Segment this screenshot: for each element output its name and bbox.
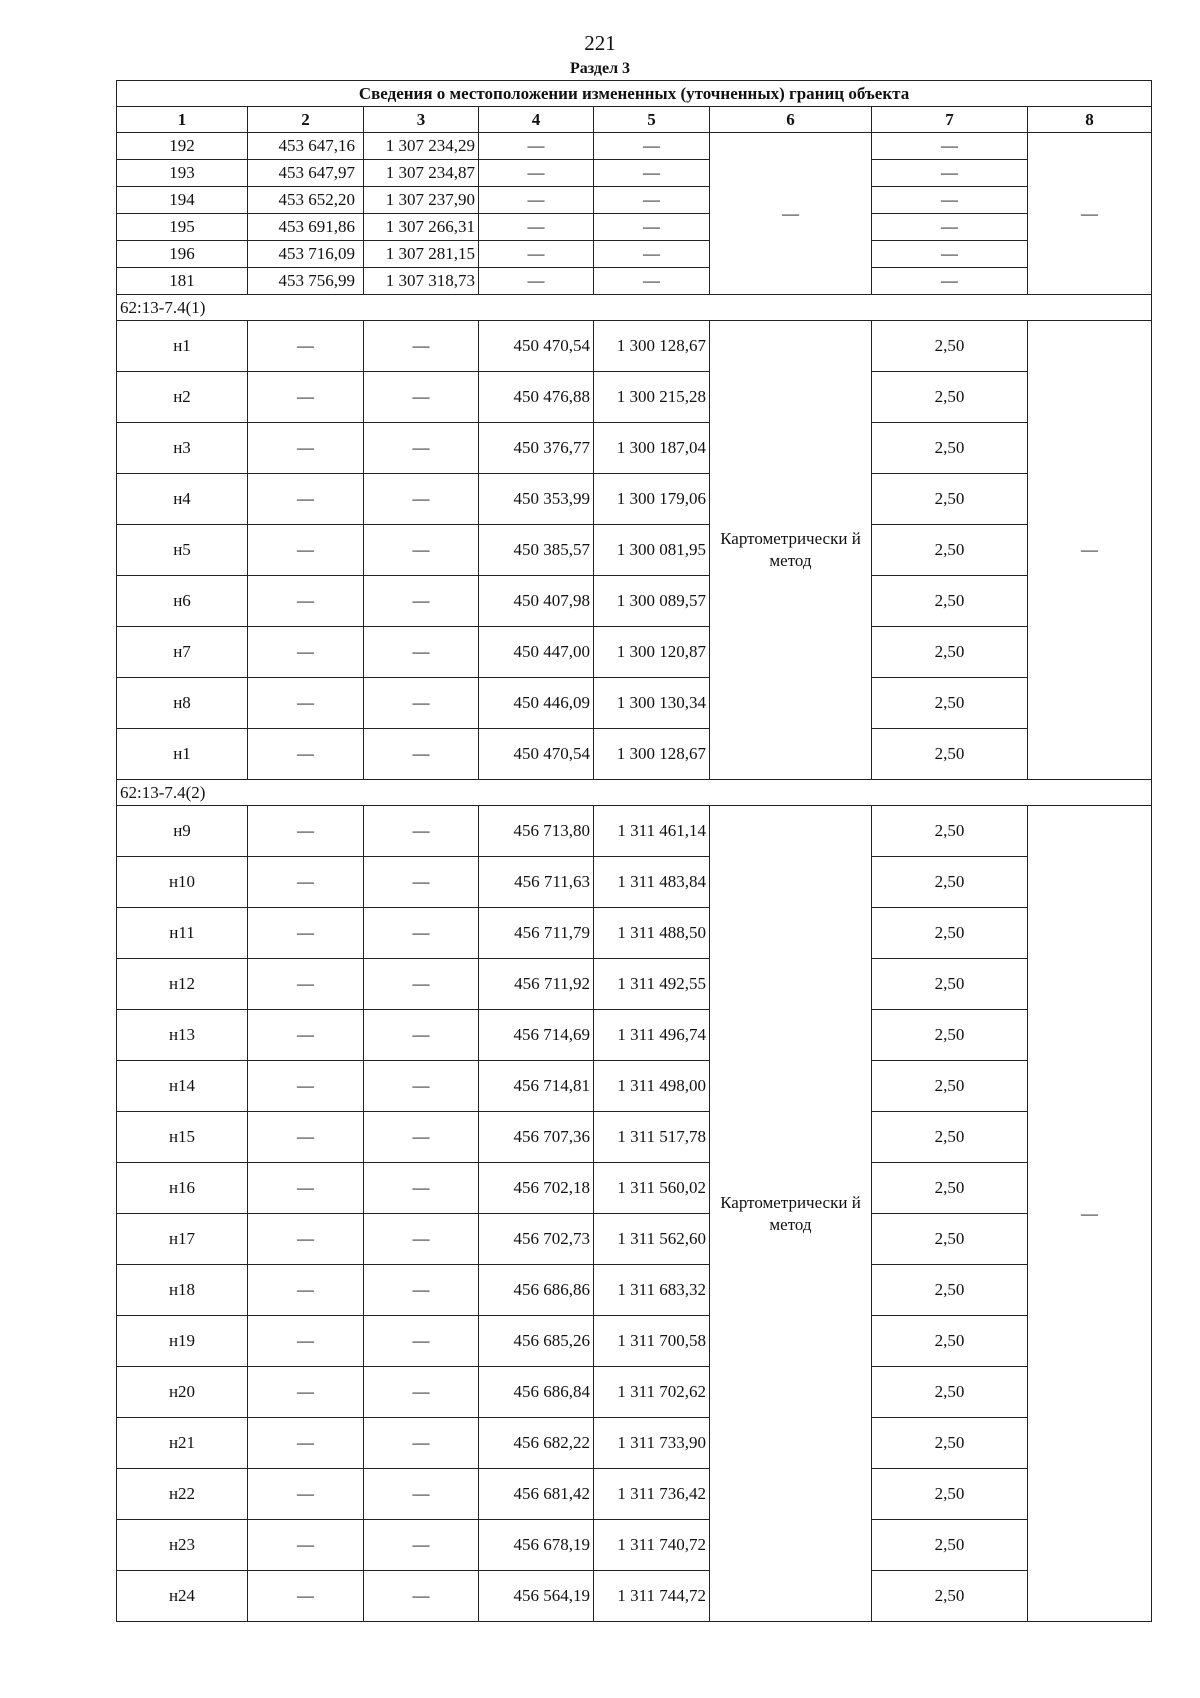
point-id-cell: н1 [117, 729, 248, 780]
x-new-cell: 456 682,22 [479, 1418, 594, 1469]
column-header: 3 [364, 107, 479, 133]
x-old-cell: — [248, 1520, 364, 1571]
table-row [117, 268, 1152, 295]
y-new-cell: 1 311 488,50 [594, 908, 710, 959]
table-caption: Сведения о местоположении измененных (уточненных) границ объекта [117, 81, 1152, 107]
y-old-cell: 1 307 281,15 [364, 241, 479, 268]
table-row [117, 857, 1152, 908]
point-id-cell: н7 [117, 627, 248, 678]
y-new-cell: 1 311 744,72 [594, 1571, 710, 1622]
accuracy-cell: 2,50 [872, 525, 1028, 576]
y-new-cell: 1 311 702,62 [594, 1367, 710, 1418]
x-new-cell: 456 564,19 [479, 1571, 594, 1622]
x-old-cell: — [248, 474, 364, 525]
accuracy-cell: 2,50 [872, 806, 1028, 857]
y-old-cell: 1 307 234,29 [364, 133, 479, 160]
y-new-cell: 1 300 130,34 [594, 678, 710, 729]
description-cell: — [1028, 806, 1152, 1622]
table-row [117, 1469, 1152, 1520]
x-old-cell: 453 647,97 [248, 160, 364, 187]
y-old-cell: — [364, 1214, 479, 1265]
point-id-cell: 196 [117, 241, 248, 268]
y-new-cell: 1 311 496,74 [594, 1010, 710, 1061]
x-old-cell: — [248, 908, 364, 959]
y-new-cell: — [594, 241, 710, 268]
y-new-cell: 1 300 187,04 [594, 423, 710, 474]
table-row [117, 1214, 1152, 1265]
point-id-cell: н13 [117, 1010, 248, 1061]
x-new-cell: — [479, 160, 594, 187]
x-new-cell: 450 385,57 [479, 525, 594, 576]
y-old-cell: — [364, 1367, 479, 1418]
accuracy-cell: 2,50 [872, 908, 1028, 959]
point-id-cell: н19 [117, 1316, 248, 1367]
accuracy-cell: 2,50 [872, 959, 1028, 1010]
point-id-cell: н4 [117, 474, 248, 525]
y-old-cell: — [364, 908, 479, 959]
y-old-cell: — [364, 1265, 479, 1316]
point-id-cell: н5 [117, 525, 248, 576]
x-old-cell: — [248, 806, 364, 857]
y-old-cell: — [364, 1469, 479, 1520]
x-new-cell: 456 711,79 [479, 908, 594, 959]
accuracy-cell: 2,50 [872, 678, 1028, 729]
y-new-cell: — [594, 187, 710, 214]
y-new-cell: 1 300 179,06 [594, 474, 710, 525]
accuracy-cell: 2,50 [872, 576, 1028, 627]
x-old-cell: — [248, 1418, 364, 1469]
accuracy-cell: 2,50 [872, 321, 1028, 372]
x-old-cell: — [248, 857, 364, 908]
y-new-cell: 1 311 498,00 [594, 1061, 710, 1112]
y-new-cell: 1 311 517,78 [594, 1112, 710, 1163]
x-new-cell: 450 470,54 [479, 729, 594, 780]
point-id-cell: н2 [117, 372, 248, 423]
accuracy-cell: 2,50 [872, 1571, 1028, 1622]
accuracy-cell: 2,50 [872, 1418, 1028, 1469]
x-old-cell: — [248, 1316, 364, 1367]
y-new-cell: 1 300 089,57 [594, 576, 710, 627]
point-id-cell: 193 [117, 160, 248, 187]
accuracy-cell: — [872, 187, 1028, 214]
y-old-cell: — [364, 576, 479, 627]
y-new-cell: 1 311 683,32 [594, 1265, 710, 1316]
x-old-cell: — [248, 1214, 364, 1265]
table-row [117, 1112, 1152, 1163]
group-row [117, 780, 1152, 806]
x-old-cell: 453 691,86 [248, 214, 364, 241]
table-row [117, 1571, 1152, 1622]
point-id-cell: 192 [117, 133, 248, 160]
point-id-cell: 195 [117, 214, 248, 241]
accuracy-cell: 2,50 [872, 1214, 1028, 1265]
y-new-cell: 1 311 492,55 [594, 959, 710, 1010]
table-row [117, 576, 1152, 627]
table-row [117, 1163, 1152, 1214]
accuracy-cell: 2,50 [872, 372, 1028, 423]
point-id-cell: н12 [117, 959, 248, 1010]
column-header: 1 [117, 107, 248, 133]
y-new-cell: — [594, 214, 710, 241]
x-old-cell: — [248, 1061, 364, 1112]
x-old-cell: — [248, 678, 364, 729]
point-id-cell: н20 [117, 1367, 248, 1418]
y-old-cell: — [364, 959, 479, 1010]
accuracy-cell: — [872, 241, 1028, 268]
x-old-cell: — [248, 729, 364, 780]
table-row [117, 423, 1152, 474]
column-header: 2 [248, 107, 364, 133]
table-row [117, 1010, 1152, 1061]
x-old-cell: — [248, 1571, 364, 1622]
y-old-cell: — [364, 678, 479, 729]
description-cell: — [1028, 133, 1152, 295]
y-old-cell: — [364, 423, 479, 474]
table-row [117, 1061, 1152, 1112]
y-new-cell: 1 311 740,72 [594, 1520, 710, 1571]
point-id-cell: н14 [117, 1061, 248, 1112]
y-old-cell: — [364, 1520, 479, 1571]
x-old-cell: — [248, 1010, 364, 1061]
y-new-cell: 1 311 733,90 [594, 1418, 710, 1469]
x-old-cell: — [248, 372, 364, 423]
x-new-cell: 450 376,77 [479, 423, 594, 474]
x-new-cell: — [479, 241, 594, 268]
x-new-cell: 450 353,99 [479, 474, 594, 525]
section-title: Раздел 3 [569, 60, 631, 77]
x-new-cell: 456 685,26 [479, 1316, 594, 1367]
accuracy-cell: — [872, 214, 1028, 241]
x-old-cell: — [248, 1163, 364, 1214]
x-new-cell: 456 711,92 [479, 959, 594, 1010]
column-header: 4 [479, 107, 594, 133]
point-id-cell: н6 [117, 576, 248, 627]
table-row [117, 133, 1152, 160]
x-old-cell: — [248, 627, 364, 678]
x-new-cell: 456 702,18 [479, 1163, 594, 1214]
point-id-cell: н18 [117, 1265, 248, 1316]
point-id-cell: н17 [117, 1214, 248, 1265]
x-old-cell: — [248, 321, 364, 372]
point-id-cell: н11 [117, 908, 248, 959]
y-old-cell: — [364, 525, 479, 576]
y-new-cell: — [594, 268, 710, 295]
group-label: 62:13-7.4(2) [117, 780, 1152, 806]
point-id-cell: н21 [117, 1418, 248, 1469]
point-id-cell: н10 [117, 857, 248, 908]
point-id-cell: н22 [117, 1469, 248, 1520]
table-row [117, 1367, 1152, 1418]
y-new-cell: 1 311 562,60 [594, 1214, 710, 1265]
table-row [117, 678, 1152, 729]
x-new-cell: — [479, 268, 594, 295]
y-old-cell: — [364, 372, 479, 423]
y-new-cell: — [594, 133, 710, 160]
table-row [117, 474, 1152, 525]
x-new-cell: 456 714,69 [479, 1010, 594, 1061]
y-new-cell: 1 311 736,42 [594, 1469, 710, 1520]
accuracy-cell: — [872, 268, 1028, 295]
x-new-cell: — [479, 133, 594, 160]
y-old-cell: 1 307 237,90 [364, 187, 479, 214]
table-row [117, 372, 1152, 423]
x-old-cell: — [248, 1112, 364, 1163]
accuracy-cell: 2,50 [872, 423, 1028, 474]
y-old-cell: — [364, 474, 479, 525]
accuracy-cell: 2,50 [872, 1367, 1028, 1418]
point-id-cell: 194 [117, 187, 248, 214]
method-cell: Картометрически й метод [710, 321, 872, 780]
x-new-cell: — [479, 187, 594, 214]
y-old-cell: 1 307 266,31 [364, 214, 479, 241]
y-new-cell: 1 300 120,87 [594, 627, 710, 678]
table-row [117, 214, 1152, 241]
table-row [117, 160, 1152, 187]
table-row [117, 959, 1152, 1010]
accuracy-cell: 2,50 [872, 474, 1028, 525]
y-old-cell: — [364, 627, 479, 678]
description-cell: — [1028, 321, 1152, 780]
y-new-cell: 1 300 215,28 [594, 372, 710, 423]
x-new-cell: 456 681,42 [479, 1469, 594, 1520]
x-old-cell: 453 756,99 [248, 268, 364, 295]
table-row [117, 1265, 1152, 1316]
y-old-cell: — [364, 1571, 479, 1622]
x-new-cell: 456 686,86 [479, 1265, 594, 1316]
y-old-cell: — [364, 1163, 479, 1214]
x-new-cell: 456 711,63 [479, 857, 594, 908]
x-new-cell: 450 407,98 [479, 576, 594, 627]
y-new-cell: 1 300 128,67 [594, 321, 710, 372]
x-old-cell: — [248, 423, 364, 474]
header-row [117, 107, 1152, 133]
point-id-cell: н3 [117, 423, 248, 474]
group-label: 62:13-7.4(1) [117, 295, 1152, 321]
column-header: 5 [594, 107, 710, 133]
x-old-cell: 453 716,09 [248, 241, 364, 268]
y-new-cell: 1 300 128,67 [594, 729, 710, 780]
point-id-cell: н8 [117, 678, 248, 729]
point-id-cell: н24 [117, 1571, 248, 1622]
table-row [117, 908, 1152, 959]
y-old-cell: 1 307 234,87 [364, 160, 479, 187]
y-old-cell: 1 307 318,73 [364, 268, 479, 295]
x-new-cell: 456 713,80 [479, 806, 594, 857]
accuracy-cell: 2,50 [872, 1265, 1028, 1316]
accuracy-cell: 2,50 [872, 1520, 1028, 1571]
accuracy-cell: 2,50 [872, 1469, 1028, 1520]
x-old-cell: — [248, 1367, 364, 1418]
y-old-cell: — [364, 1418, 479, 1469]
x-new-cell: 450 476,88 [479, 372, 594, 423]
table-row [117, 729, 1152, 780]
accuracy-cell: 2,50 [872, 729, 1028, 780]
method-cell: Картометрически й метод [710, 806, 872, 1622]
y-new-cell: 1 311 483,84 [594, 857, 710, 908]
x-old-cell: — [248, 576, 364, 627]
table-row [117, 241, 1152, 268]
accuracy-cell: 2,50 [872, 1112, 1028, 1163]
accuracy-cell: — [872, 133, 1028, 160]
point-id-cell: н1 [117, 321, 248, 372]
table-row [117, 627, 1152, 678]
point-id-cell: н23 [117, 1520, 248, 1571]
y-old-cell: — [364, 1010, 479, 1061]
x-new-cell: 456 707,36 [479, 1112, 594, 1163]
accuracy-cell: 2,50 [872, 857, 1028, 908]
x-old-cell: — [248, 1265, 364, 1316]
y-new-cell: 1 311 461,14 [594, 806, 710, 857]
column-header: 7 [872, 107, 1028, 133]
y-old-cell: — [364, 1316, 479, 1367]
accuracy-cell: — [872, 160, 1028, 187]
accuracy-cell: 2,50 [872, 627, 1028, 678]
x-old-cell: — [248, 525, 364, 576]
method-cell: — [710, 133, 872, 295]
point-id-cell: 181 [117, 268, 248, 295]
table-row [117, 806, 1152, 857]
y-old-cell: — [364, 1061, 479, 1112]
y-new-cell: 1 300 081,95 [594, 525, 710, 576]
x-old-cell: 453 652,20 [248, 187, 364, 214]
x-new-cell: 456 702,73 [479, 1214, 594, 1265]
x-new-cell: 456 714,81 [479, 1061, 594, 1112]
accuracy-cell: 2,50 [872, 1163, 1028, 1214]
table-row [117, 321, 1152, 372]
boundary-table [116, 80, 1152, 1622]
y-new-cell: — [594, 160, 710, 187]
point-id-cell: н16 [117, 1163, 248, 1214]
group-row [117, 295, 1152, 321]
y-old-cell: — [364, 729, 479, 780]
x-new-cell: 450 446,09 [479, 678, 594, 729]
point-id-cell: н15 [117, 1112, 248, 1163]
y-old-cell: — [364, 321, 479, 372]
page-number: 221 [584, 31, 616, 55]
point-id-cell: н9 [117, 806, 248, 857]
y-new-cell: 1 311 560,02 [594, 1163, 710, 1214]
column-header: 6 [710, 107, 872, 133]
accuracy-cell: 2,50 [872, 1010, 1028, 1061]
x-old-cell: — [248, 1469, 364, 1520]
y-old-cell: — [364, 806, 479, 857]
x-new-cell: 450 447,00 [479, 627, 594, 678]
y-old-cell: — [364, 857, 479, 908]
x-old-cell: — [248, 959, 364, 1010]
x-new-cell: 456 678,19 [479, 1520, 594, 1571]
x-new-cell: 450 470,54 [479, 321, 594, 372]
x-old-cell: 453 647,16 [248, 133, 364, 160]
y-old-cell: — [364, 1112, 479, 1163]
x-new-cell: — [479, 214, 594, 241]
table-row [117, 1418, 1152, 1469]
column-header: 8 [1028, 107, 1152, 133]
table-row [117, 1520, 1152, 1571]
y-new-cell: 1 311 700,58 [594, 1316, 710, 1367]
accuracy-cell: 2,50 [872, 1061, 1028, 1112]
table-row [117, 1316, 1152, 1367]
accuracy-cell: 2,50 [872, 1316, 1028, 1367]
x-new-cell: 456 686,84 [479, 1367, 594, 1418]
table-row [117, 525, 1152, 576]
table-row [117, 187, 1152, 214]
